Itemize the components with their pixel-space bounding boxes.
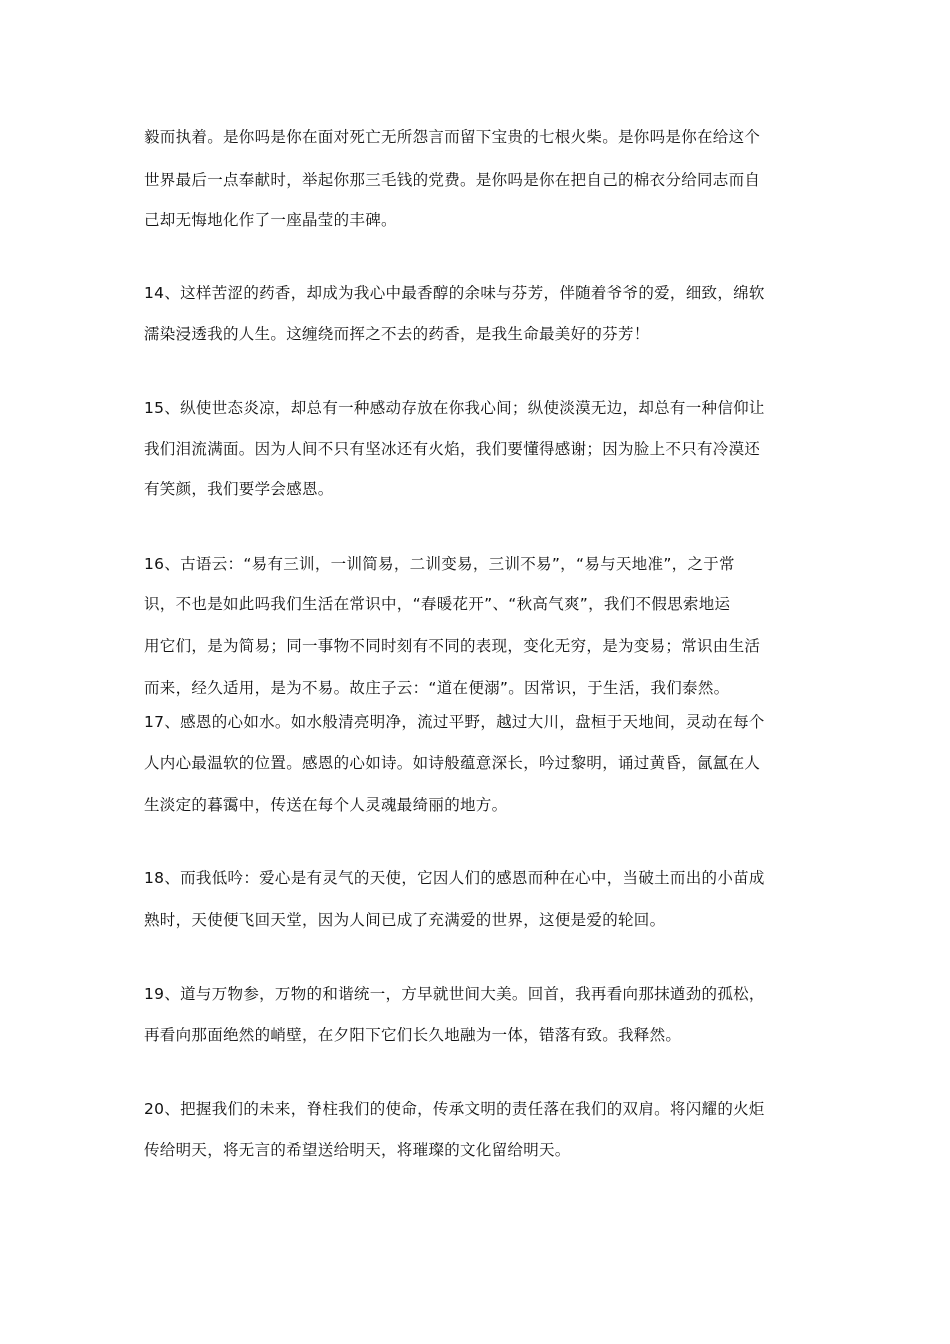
paragraph-17-line-1: 17、感恩的心如水。如水般清亮明净，流过平野，越过大川，盘桓于天地间，灵动在每个	[144, 713, 765, 731]
paragraph-18-line-2: 熟时，天使便飞回天堂，因为人间已成了充满爱的世界，这便是爱的轮回。	[144, 911, 666, 929]
paragraph-16-line-1: 16、古语云：“易有三训，一训简易，二训变易，三训不易”，“易与天地准”，之于常	[144, 555, 735, 573]
paragraph-17-line-3: 生淡定的暮霭中，传送在每个人灵魂最绮丽的地方。	[144, 796, 508, 814]
paragraph-15-line-1: 15、纵使世态炎凉，却总有一种感动存放在你我心间；纵使淡漠无边，却总有一种信仰让	[144, 399, 765, 417]
paragraph-13-line-1: 毅而执着。是你吗是你在面对死亡无所怨言而留下宝贵的七根火柴。是你吗是你在给这个	[144, 128, 761, 146]
paragraph-16-line-3: 用它们，是为简易；同一事物不同时刻有不同的表现，变化无穷，是为变易；常识由生活	[144, 637, 761, 655]
paragraph-16-line-4: 而来，经久适用，是为不易。故庄子云：“道在便溺”。因常识，于生活，我们泰然。	[144, 679, 730, 697]
paragraph-17-line-2: 人内心最温软的位置。感恩的心如诗。如诗般蕴意深长，吟过黎明，诵过黄昏，氤氲在人	[144, 754, 761, 772]
paragraph-20-line-2: 传给明天，将无言的希望送给明天，将璀璨的文化留给明天。	[144, 1141, 571, 1159]
paragraph-15-line-3: 有笑颜，我们要学会感恩。	[144, 480, 334, 498]
paragraph-13-line-2: 世界最后一点奉献时，举起你那三毛钱的党费。是你吗是你在把自己的棉衣分给同志而自	[144, 171, 761, 189]
paragraph-14-line-1: 14、这样苦涩的药香，却成为我心中最香醇的余味与芬芳，伴随着爷爷的爱，细致，绵软	[144, 284, 765, 302]
paragraph-19-line-1: 19、道与万物参，万物的和谐统一，方早就世间大美。回首，我再看向那抹遒劲的孤松，	[144, 985, 765, 1003]
paragraph-15-line-2: 我们泪流满面。因为人间不只有坚冰还有火焰，我们要懂得感谢；因为脸上不只有冷漠还	[144, 440, 761, 458]
paragraph-16-line-2: 识，不也是如此吗我们生活在常识中，“春暖花开”、“秋高气爽”，我们不假思索地运	[144, 595, 731, 613]
paragraph-14-line-2: 濡染浸透我的人生。这缠绕而挥之不去的药香，是我生命最美好的芬芳！	[144, 325, 650, 343]
paragraph-20-line-1: 20、把握我们的未来，脊柱我们的使命，传承文明的责任落在我们的双肩。将闪耀的火炬	[144, 1100, 765, 1118]
paragraph-13-line-3: 己却无悔地化作了一座晶莹的丰碑。	[144, 211, 397, 229]
paragraph-19-line-2: 再看向那面绝然的峭壁，在夕阳下它们长久地融为一体，错落有致。我释然。	[144, 1026, 682, 1044]
paragraph-18-line-1: 18、而我低吟：爱心是有灵气的天使，它因人们的感恩而种在心中，当破土而出的小苗成	[144, 869, 765, 887]
